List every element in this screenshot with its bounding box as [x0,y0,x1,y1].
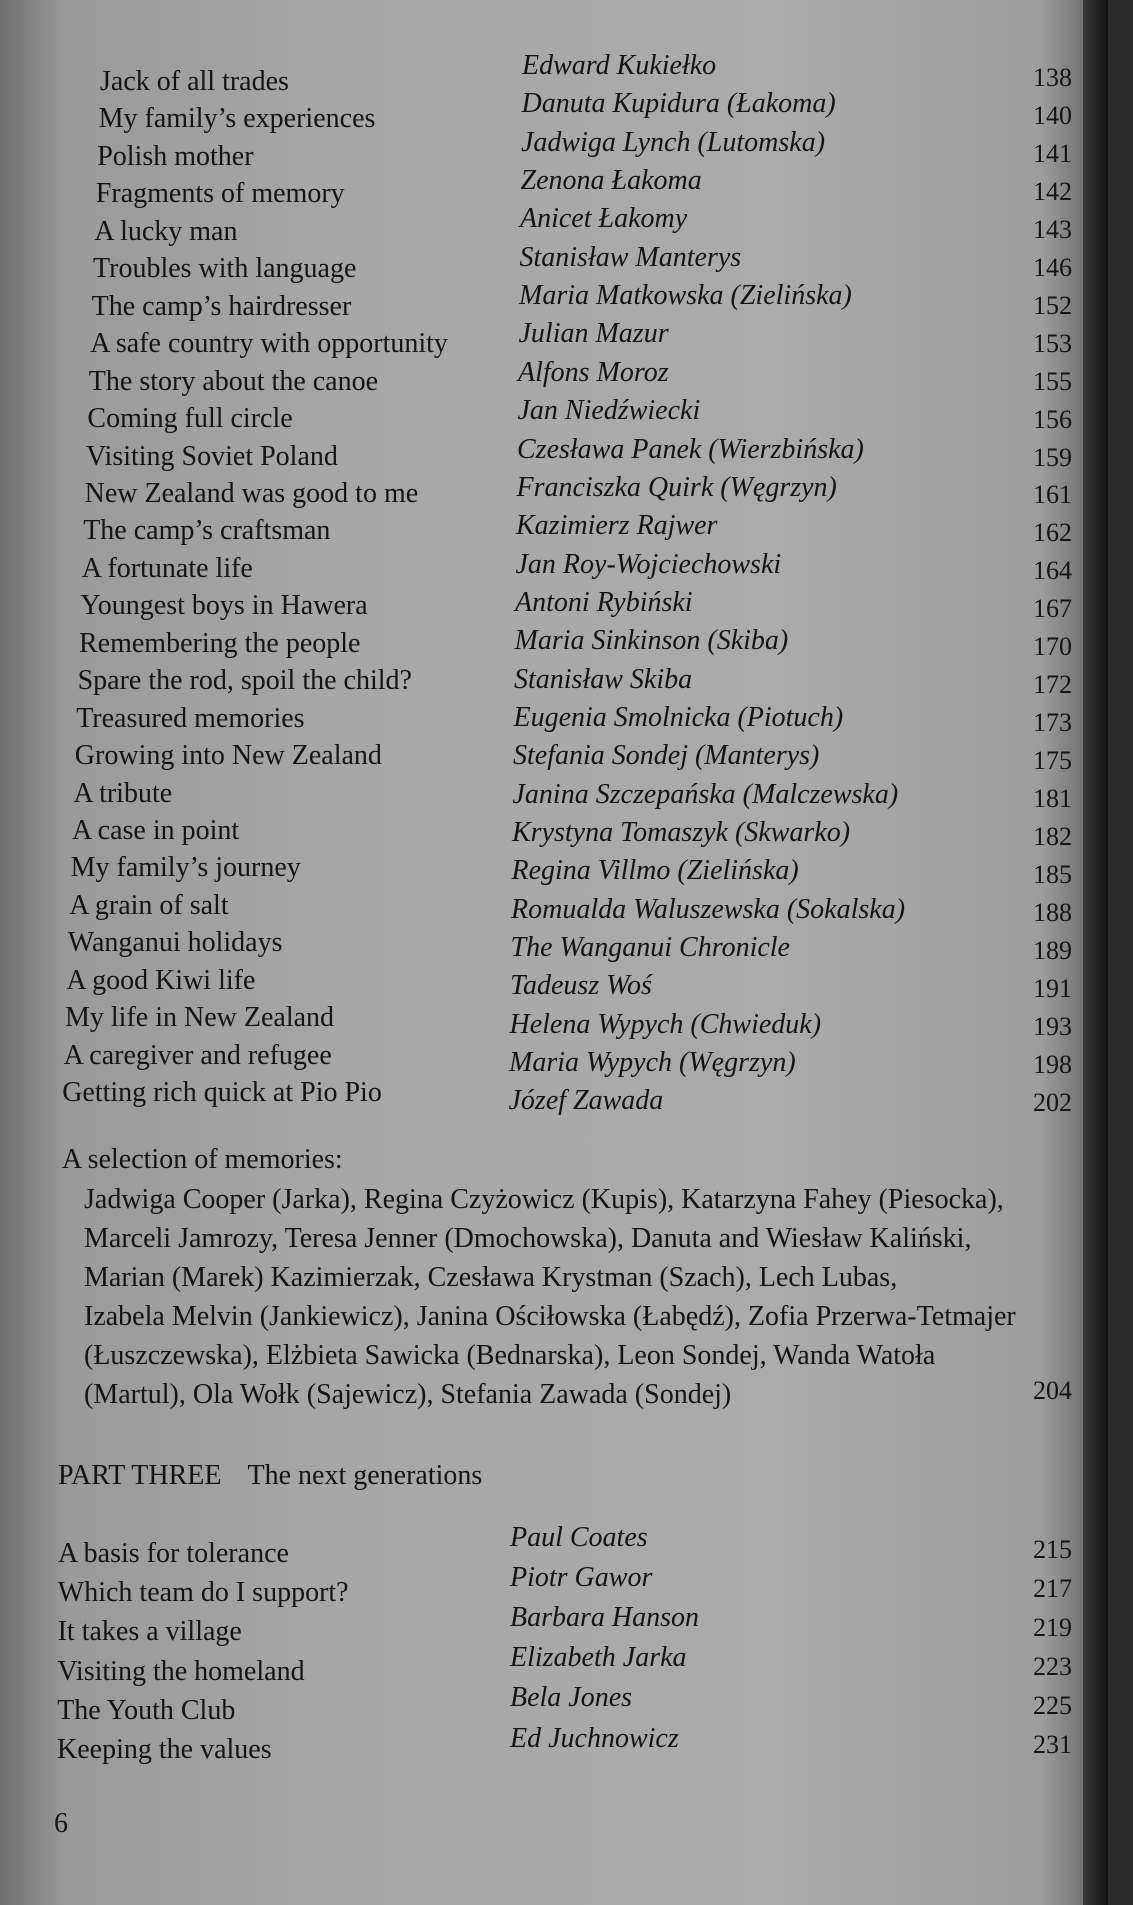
entry-title: A caregiver and refugee [63,1039,332,1071]
entry-title: Visiting the homeland [57,1655,305,1687]
selection-line: Izabela Melvin (Jankiewicz), Janina Ościłowska (Łabędź), Zofia Przerwa-Tetmajer [84,1301,1016,1332]
entry-page-number: 152 [1033,290,1072,320]
entry-title: Troubles with language [93,253,357,285]
entry-page-number: 225 [1033,1690,1072,1720]
entry-page-number: 188 [1033,897,1072,927]
entry-title: Getting rich quick at Pio Pio [62,1077,382,1109]
entry-title: Keeping the values [57,1734,272,1765]
entry-title: A case in point [72,815,240,846]
contents-entry [0,777,1108,817]
entry-title: Spare the rod, spoil the child? [77,665,412,697]
entry-page-number: 164 [1033,556,1072,586]
entry-page-number: 191 [1033,973,1072,1003]
entry-title: A tribute [73,777,173,809]
contents-entry [0,1722,1108,1770]
entry-page-number: 167 [1033,594,1072,624]
entry-author: Janina Szczepańska (Malczewska) [512,778,899,810]
entry-page-number: 170 [1033,632,1072,662]
selection-page-number: 204 [1033,1376,1072,1405]
entry-title: The Youth Club [57,1694,236,1726]
entry-title: My family’s journey [70,852,301,884]
entry-page-number: 223 [1033,1651,1072,1681]
entry-page-number: 217 [1033,1573,1072,1603]
entry-author: Tadeusz Woś [510,970,652,1002]
entry-title: Visiting Soviet Poland [86,440,338,472]
entry-author: Edward Kukiełko [522,50,717,81]
entry-author: Maria Sinkinson (Skiba) [514,625,789,657]
part-title: The next generations [247,1460,483,1491]
entry-title: The camp’s hairdresser [91,290,352,322]
entry-page-number: 146 [1033,252,1072,282]
entry-page-number: 138 [1033,63,1072,92]
entry-title: The camp’s craftsman [83,515,331,547]
entry-author: Barbara Hanson [510,1602,700,1634]
entry-title: It takes a village [57,1616,242,1648]
contents-entry [0,701,1108,742]
selection-line: (Łuszczewska), Elżbieta Sawicka (Bednarska), Leon Sondej, Wanda Watoła [84,1340,936,1371]
entry-title: Treasured memories [76,702,305,734]
part-three-heading [58,1458,482,1494]
entry-author: Bela Jones [510,1682,633,1714]
entry-title: A good Kiwi life [66,964,256,996]
entry-title: Polish mother [97,140,254,172]
entry-author: Maria Wypych (Węgrzyn) [509,1047,796,1079]
entry-title: A fortunate life [81,552,253,584]
entry-page-number: 219 [1033,1612,1072,1642]
entry-author: Danuta Kupidura (Łakoma) [521,88,836,120]
entry-title: Growing into New Zealand [74,740,382,772]
selection-heading: A selection of memories: [62,1144,343,1175]
entry-page-number: 156 [1033,404,1072,434]
entry-page-number: 141 [1033,138,1072,168]
entry-author: The Wanganui Chronicle [510,932,790,964]
entry-author: Antoni Rybiński [515,586,693,618]
entry-page-number: 181 [1033,784,1072,814]
entry-page-number: 202 [1033,1087,1072,1117]
selection-line: Marceli Jamrozy, Teresa Jenner (Dmochowska), Danuta and Wiesław Kaliński, [84,1223,972,1254]
entry-title: Coming full circle [87,403,293,435]
entry-page-number: 143 [1033,214,1072,244]
entry-title: Wanganui holidays [67,927,283,959]
entry-author: Jan Roy-Wojciechowski [515,548,782,580]
entry-author: Alfons Moroz [518,356,669,388]
entry-author: Maria Matkowska (Zielińska) [519,280,852,312]
entry-title: Fragments of memory [95,178,345,210]
entry-author: Jan Niedźwiecki [517,395,701,427]
entry-page-number: 155 [1033,366,1072,396]
contents-entry [0,663,1108,704]
entry-page-number: 162 [1033,518,1072,548]
entry-author: Zenona Łakoma [520,165,702,197]
entry-page-number: 198 [1033,1049,1072,1079]
entry-author: Elizabeth Jarka [510,1642,687,1674]
entry-author: Kazimierz Rajwer [516,510,718,542]
entry-page-number: 182 [1033,822,1072,851]
selection-names [84,1180,1084,1414]
entry-page-number: 193 [1033,1011,1072,1041]
selection-line: Marian (Marek) Kazimierzak, Czesława Krystman (Szach), Lech Lubas, [84,1262,898,1293]
entry-title: Remembering the people [79,627,361,659]
entry-title: My life in New Zealand [65,1002,335,1034]
entry-author: Regina Villmo (Zielińska) [511,855,799,887]
contents-entry [0,740,1108,780]
entry-author: Józef Zawada [508,1085,664,1117]
entry-page-number: 173 [1033,708,1072,738]
entry-title: A basis for tolerance [58,1538,289,1569]
page-number: 6 [54,1808,68,1839]
entry-author: Czesława Panek (Wierzbińska) [517,433,864,465]
entry-author: Ed Juchnowicz [510,1722,679,1754]
entry-title: A safe country with opportunity [90,328,448,360]
contents-entry [0,1077,1108,1119]
entry-author: Stanisław Manterys [519,241,742,273]
entry-page-number: 215 [1033,1535,1072,1564]
entry-page-number: 172 [1033,670,1072,700]
entry-author: Eugenia Smolnicka (Piotuch) [513,701,844,733]
entry-title: New Zealand was good to me [84,477,419,509]
entry-page-number: 185 [1033,859,1072,889]
entry-author: Franciszka Quirk (Węgrzyn) [516,471,837,503]
entry-title: Youngest boys in Hawera [80,590,368,622]
entry-author: Romualda Waluszewska (Sokalska) [511,893,906,925]
entry-title: A lucky man [94,215,238,247]
entry-page-number: 142 [1033,176,1072,206]
entry-author: Piotr Gawor [510,1562,653,1594]
entry-page-number: 231 [1033,1729,1072,1759]
selection-line: (Martul), Ola Wołk (Sajewicz), Stefania Zawada (Sondej) [84,1379,732,1410]
entry-title: A grain of salt [69,889,229,921]
entry-page-number: 175 [1033,746,1072,776]
entry-author: Jadwiga Lynch (Lutomska) [521,126,826,158]
entry-page-number: 153 [1033,328,1072,358]
entry-page-number: 159 [1033,442,1072,472]
entry-author: Krystyna Tomaszyk (Skwarko) [512,817,851,848]
entry-page-number: 161 [1033,480,1072,510]
entry-author: Stanisław Skiba [514,663,693,695]
entry-author: Anicet Łakomy [520,203,688,235]
part-label: PART THREE [58,1460,222,1491]
entry-page-number: 140 [1033,100,1072,130]
entry-title: Which team do I support? [57,1577,349,1609]
selection-line: Jadwiga Cooper (Jarka), Regina Czyżowicz (Kupis), Katarzyna Fahey (Piesocka), [84,1184,1004,1215]
entry-title: My family’s experiences [98,103,376,135]
entry-title: The story about the canoe [88,365,379,397]
entry-author: Julian Mazur [518,318,669,350]
entry-page-number: 189 [1033,935,1072,965]
entry-author: Helena Wypych (Chwieduk) [509,1008,822,1040]
entry-author: Paul Coates [510,1522,648,1553]
entry-title: Jack of all trades [100,66,289,97]
entry-author: Stefania Sondej (Manterys) [513,740,820,772]
